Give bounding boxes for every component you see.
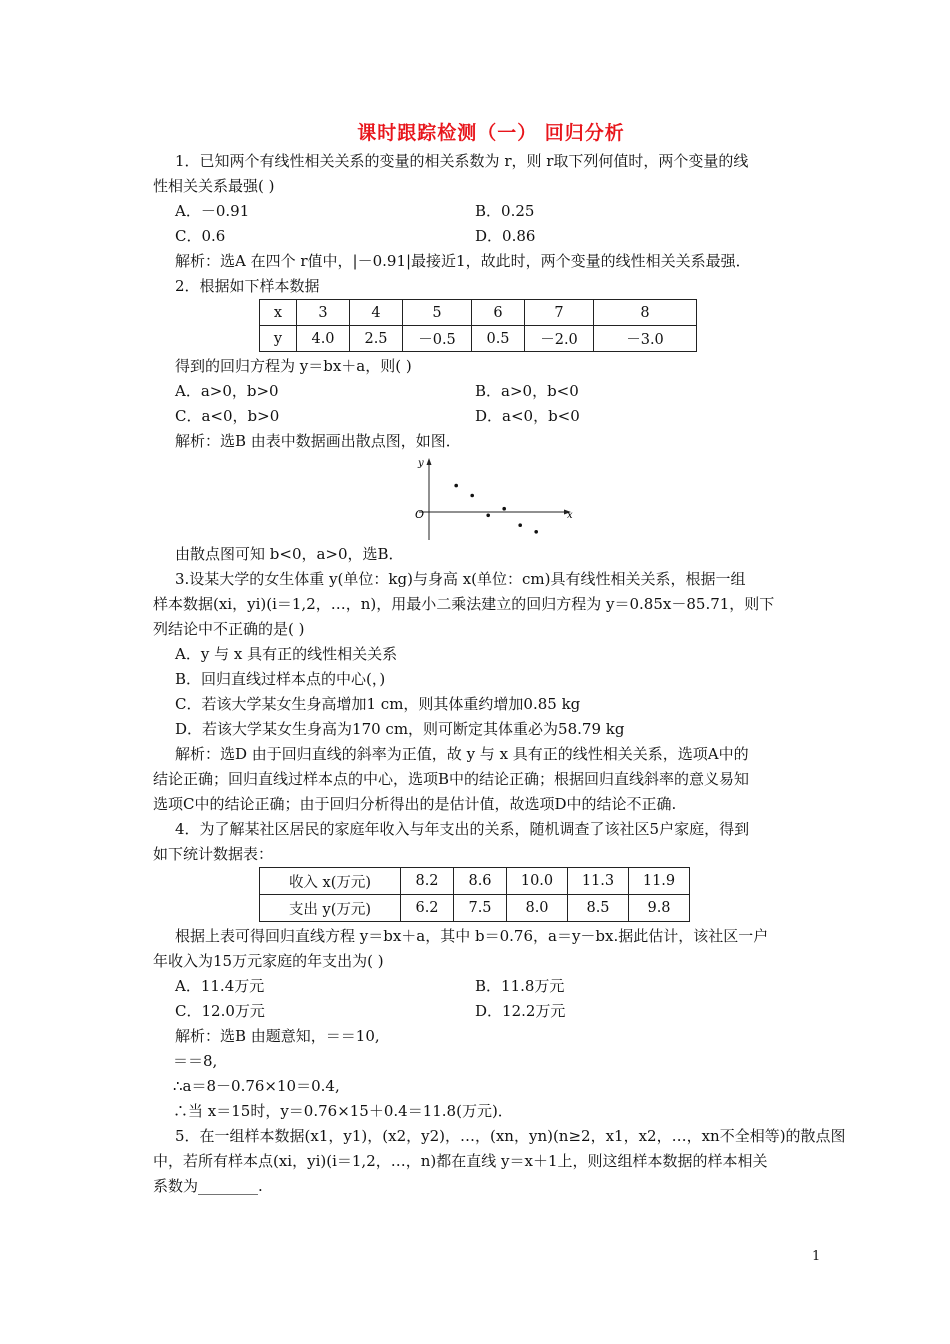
page-title: 课时跟踪检测（一） 回归分析 xyxy=(357,122,625,144)
table-row xyxy=(260,868,690,895)
q3-analysis-line1: 解析：选D 由于回归直线的斜率为正值，故 y 与 x 具有正的线性相关关系，选项A中的 xyxy=(175,745,749,763)
q5-stem-line3: 系数为________. xyxy=(153,1177,263,1195)
q4-option-a: A．11.4万元 xyxy=(175,977,265,995)
q4-analysis-line2: ＝＝8, xyxy=(173,1052,218,1070)
table-cell: 8 xyxy=(594,300,697,326)
table-cell: 7 xyxy=(525,300,594,326)
q3-stem-line2: 样本数据(xi，yi)(i＝1,2，…，n)，用最小二乘法建立的回归方程为 y＝0.85x－85.71，则下 xyxy=(153,595,775,613)
page-content xyxy=(153,118,846,1199)
q3-stem-line1: 3.设某大学的女生体重 y(单位：kg)与身高 x(单位：cm)具有线性相关关系，根据一组 xyxy=(175,570,746,588)
q1-stem-line1: 1．已知两个有线性相关关系的变量的相关系数为 r，则 r取下列何值时，两个变量的线 xyxy=(175,152,749,170)
table-cell: y xyxy=(260,326,297,352)
q4-option-c: C．12.0万元 xyxy=(175,1002,265,1020)
q2-stem: 2．根据如下样本数据 xyxy=(175,277,320,295)
scatter-point xyxy=(518,523,522,527)
table-cell: 2.5 xyxy=(350,326,403,352)
q1-option-d: D．0.86 xyxy=(475,227,536,245)
table-cell: 6 xyxy=(472,300,525,326)
table-cell: 8.0 xyxy=(507,895,568,922)
scatter-point xyxy=(502,507,506,511)
table-cell: 11.3 xyxy=(568,868,629,895)
q4-option-d: D．12.2万元 xyxy=(475,1002,566,1020)
q3-stem-line3: 列结论中不正确的是( ) xyxy=(153,620,305,638)
q1-analysis: 解析：选A 在四个 r值中，|－0.91|最接近1，故此时，两个变量的线性相关关系最强． xyxy=(175,252,751,270)
q3-analysis-line2: 结论正确；回归直线过样本点的中心，选项B中的结论正确；根据回归直线斜率的意义易知 xyxy=(153,770,750,788)
table-cell: 10.0 xyxy=(507,868,568,895)
scatter-plot-figure xyxy=(407,456,577,542)
page-number: 1 xyxy=(812,1249,821,1264)
scatter-point xyxy=(470,494,474,498)
x-axis-label: x xyxy=(567,510,573,521)
q4-options-row1 xyxy=(175,974,807,999)
q4-data-table xyxy=(259,867,690,922)
q5-stem-line1: 5．在一组样本数据(x1，y1)，(x2，y2)，…，(xn，yn)(n≥2，x1，x2，…，xn不全相等)的散点图 xyxy=(175,1127,846,1145)
table-cell: 3 xyxy=(297,300,350,326)
table-cell: 7.5 xyxy=(454,895,507,922)
q2-after-table: 得到的回归方程为 y＝bx＋a，则( ) xyxy=(175,357,412,375)
q3-analysis-line3: 选项C中的结论正确；由于回归分析得出的是估计值，故选项D中的结论不正确. xyxy=(153,795,677,813)
q2-data-table xyxy=(259,299,697,352)
q1-options-row2 xyxy=(175,224,807,249)
scatter-point xyxy=(486,514,490,518)
table-cell: 支出 y(万元) xyxy=(260,895,401,922)
y-axis-label: y xyxy=(418,458,424,469)
table-cell: x xyxy=(260,300,297,326)
q5-stem-line2: 中，若所有样本点(xi，yi)(i＝1,2，…，n)都在直线 y＝x＋1上，则这组样本数据的样本相关 xyxy=(153,1152,768,1170)
q4-after-table-line2: 年收入为15万元家庭的年支出为( ) xyxy=(153,952,384,970)
table-cell: 4.0 xyxy=(297,326,350,352)
q3-option-a: A．y 与 x 具有正的线性相关关系 xyxy=(175,645,398,663)
q2-option-a: A．a>0，b>0 xyxy=(175,382,279,400)
q1-stem-line2: 性相关关系最强( ) xyxy=(153,177,275,195)
table-row xyxy=(260,300,697,326)
q3-option-b: B．回归直线过样本点的中心(，) xyxy=(175,670,386,688)
q3-option-d: D．若该大学某女生身高为170 cm，则可断定其体重必为58.79 kg xyxy=(175,720,625,738)
q2-analysis: 解析：选B 由表中数据画出散点图，如图． xyxy=(175,432,461,450)
q4-options-row2 xyxy=(175,999,807,1024)
table-cell: 5 xyxy=(403,300,472,326)
table-cell: 0.5 xyxy=(472,326,525,352)
table-row xyxy=(260,326,697,352)
q4-analysis-line4: ∴当 x＝15时，y＝0.76×15＋0.4＝11.8(万元)． xyxy=(173,1102,513,1120)
table-cell: －3.0 xyxy=(594,326,697,352)
q4-stem-line2: 如下统计数据表： xyxy=(153,845,274,863)
q1-options-row1 xyxy=(175,199,807,224)
table-cell: －0.5 xyxy=(403,326,472,352)
table-cell: 8.5 xyxy=(568,895,629,922)
q2-option-c: C．a<0，b>0 xyxy=(175,407,280,425)
table-cell: 收入 x(万元) xyxy=(260,868,401,895)
q2-option-d: D．a<0，b<0 xyxy=(475,407,580,425)
q4-option-b: B．11.8万元 xyxy=(475,977,565,995)
q2-options-row1 xyxy=(175,379,807,404)
table-cell: 6.2 xyxy=(401,895,454,922)
q3-option-c: C．若该大学某女生身高增加1 cm，则其体重约增加0.85 kg xyxy=(175,695,581,713)
q2-conclusion: 由散点图可知 b<0，a>0，选B． xyxy=(175,545,404,563)
table-cell: 4 xyxy=(350,300,403,326)
table-row xyxy=(260,895,690,922)
q2-option-b: B．a>0，b<0 xyxy=(475,382,579,400)
origin-label: O xyxy=(415,508,425,521)
q4-after-table-line1: 根据上表可得回归直线方程 y＝bx＋a，其中 b＝0.76，a＝y－bx.据此估计，该社区一户 xyxy=(175,927,769,945)
q1-option-c: C．0.6 xyxy=(175,227,226,245)
q1-option-b: B．0.25 xyxy=(475,202,535,220)
q1-option-a: A．－0.91 xyxy=(175,202,250,220)
q4-stem-line1: 4．为了解某社区居民的家庭年收入与年支出的关系，随机调查了该社区5户家庭，得到 xyxy=(175,820,750,838)
table-cell: 9.8 xyxy=(629,895,690,922)
q2-options-row2 xyxy=(175,404,807,429)
y-axis-arrow xyxy=(427,458,432,465)
table-cell: 11.9 xyxy=(629,868,690,895)
table-cell: －2.0 xyxy=(525,326,594,352)
scatter-points xyxy=(454,484,538,534)
q4-analysis-line1: 解析：选B 由题意知，＝＝10, xyxy=(175,1027,380,1045)
table-cell: 8.6 xyxy=(454,868,507,895)
scatter-point xyxy=(454,484,458,488)
q4-analysis-line3: ∴a＝8－0.76×10＝0.4, xyxy=(173,1077,340,1095)
table-cell: 8.2 xyxy=(401,868,454,895)
scatter-point xyxy=(534,530,538,534)
